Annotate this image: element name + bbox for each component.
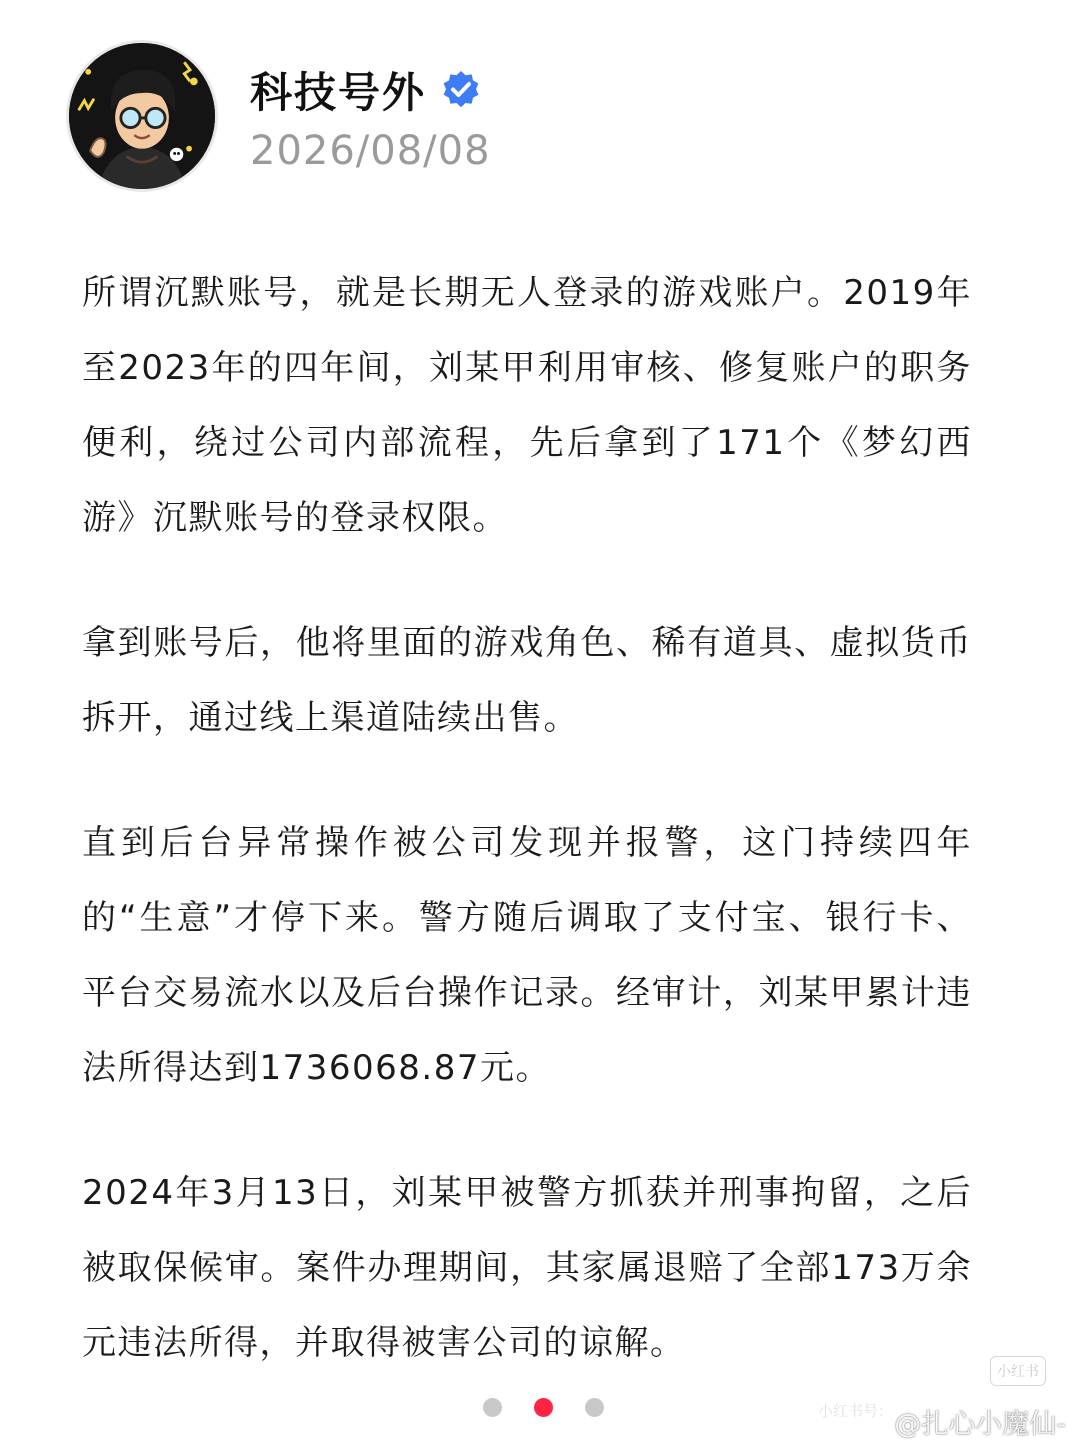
paragraph-2: 拿到账号后，他将里面的游戏角色、稀有道具、虚拟货币拆开，通过线上渠道陆续出售。 xyxy=(82,623,972,738)
paragraph-3: 直到后台异常操作被公司发现并报警，这门持续四年的“生意”才停下来。警方随后调取了支付宝、银行卡、平台交易流水以及后台操作记录。经审计，刘某甲累计违法所得达到1736068.87元。 xyxy=(82,823,972,1088)
watermark-handle: @扎心小魔仙- xyxy=(894,1409,1066,1440)
post-header xyxy=(66,40,966,190)
author-row xyxy=(250,60,482,120)
post-content xyxy=(82,256,972,1431)
xiaohongshu-watermark: 小红书 xyxy=(990,1356,1046,1386)
weibo-icon xyxy=(856,1409,888,1435)
pager-dot-2-active[interactable] xyxy=(534,1398,553,1417)
verified-badge-icon xyxy=(440,69,482,111)
post-date: 2026/08/08 xyxy=(250,128,491,174)
pager-dot-3[interactable] xyxy=(585,1398,604,1417)
pager-dot-1[interactable] xyxy=(483,1398,502,1417)
paragraph-4: 2024年3月13日，刘某甲被警方抓获并刑事拘留，之后被取保候审。案件办理期间，其家属退赔了全部173万余元违法所得，并取得被害公司的谅解。 xyxy=(82,1173,972,1363)
avatar-illustration-icon xyxy=(69,43,215,189)
avatar[interactable] xyxy=(66,40,218,192)
paragraph-1: 所谓沉默账号，就是长期无人登录的游戏账户。2019年至2023年的四年间，刘某甲利用审核、修复账户的职务便利，绕过公司内部流程，先后拿到了171个《梦幻西游》沉默账号的登录权限。 xyxy=(82,273,972,538)
faint-watermark: 小红书号： xyxy=(818,1402,894,1420)
weibo-watermark xyxy=(856,1402,1066,1441)
author-name[interactable]: 科技号外 xyxy=(250,68,427,117)
